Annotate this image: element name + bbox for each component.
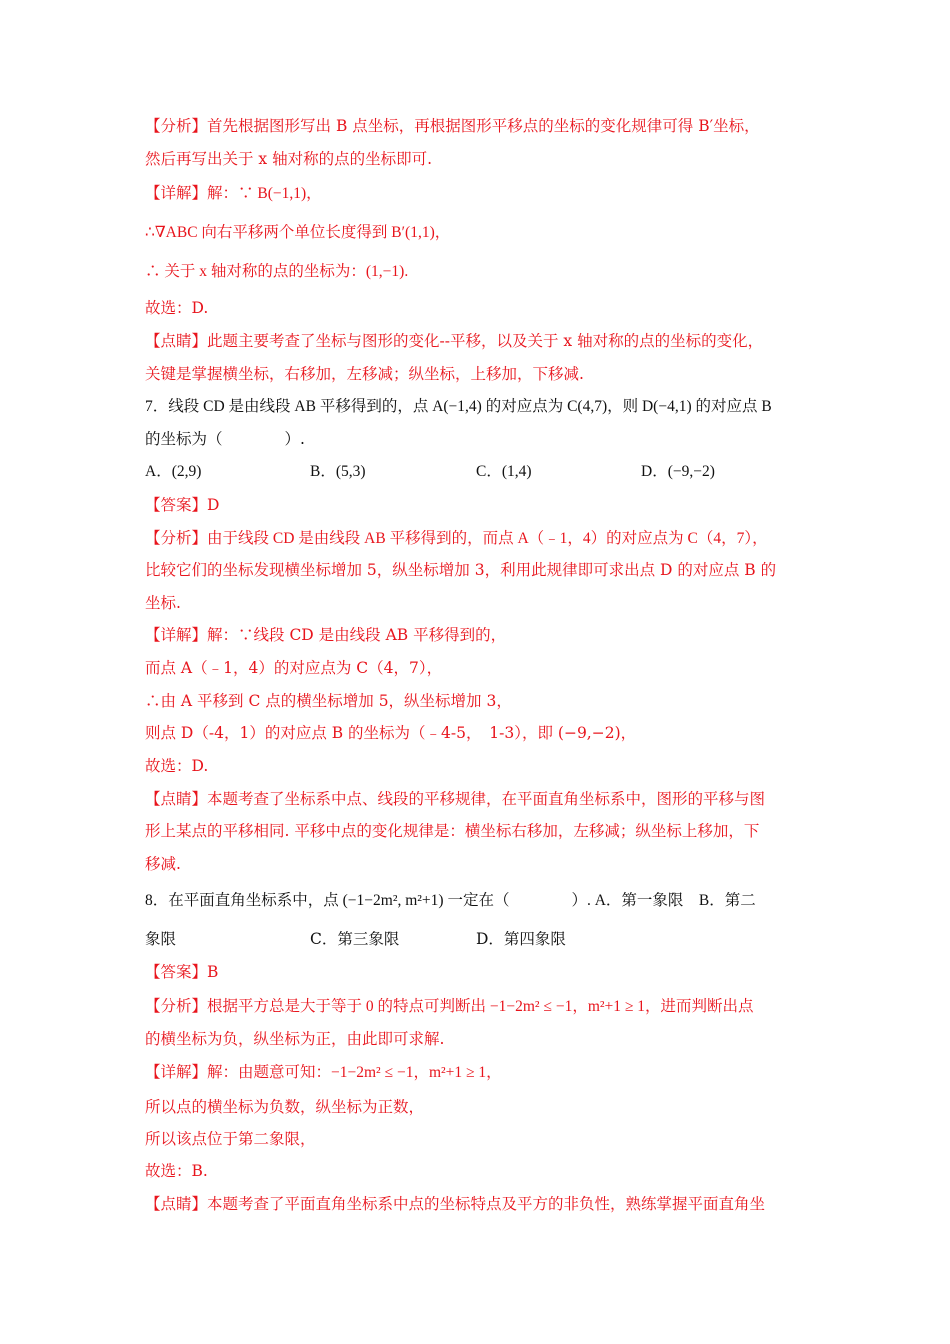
q7-answer: 【答案】D — [145, 496, 220, 514]
q7-comment-line-2: 形上某点的平移相同. 平移中点的变化规律是：横坐标右移加，左移减；纵坐标上移加，下 — [145, 822, 760, 840]
detail-tag: 【详解】 — [145, 626, 208, 644]
q7-detail-line-2: 而点 A（﹣1，4）的对应点为 C（4，7）， — [145, 659, 443, 677]
answer-tag: 【答案】 — [145, 496, 208, 514]
q6-detail-line-2: ∴∇ABC 向右平移两个单位长度得到 B′(1,1)， — [145, 224, 451, 241]
q7-option-d: D．(−9,−2) — [641, 463, 715, 480]
analysis-tag: 【分析】 — [145, 117, 208, 135]
q8-detail-line-1: 【详解】解：由题意可知：−1−2m² ≤ −1，m²+1 ≥ 1， — [145, 1063, 502, 1081]
q8-option-c: C．第三象限 — [310, 930, 400, 948]
comment-tag: 【点睛】 — [145, 790, 208, 808]
q7-option-b: B．(5,3) — [310, 463, 366, 480]
q7-detail-line-4: 则点 D（-4，1）的对应点 B 的坐标为（﹣4-5， 1-3），即 (−9,−2)， — [145, 724, 637, 742]
q7-analysis-line-2: 比较它们的坐标发现横坐标增加 5，纵坐标增加 3，利用此规律即可求出点 D 的对应点 B 的 — [145, 561, 777, 579]
q8-analysis-line-2: 的横坐标为负，纵坐标为正，由此即可求解. — [145, 1030, 445, 1048]
q7-analysis-line-1: 【分析】由于线段 CD 是由线段 AB 平移得到的，而点 A（﹣1，4）的对应点为 C（4，7）， — [145, 529, 768, 547]
q7-comment-line-1: 【点睛】本题考查了坐标系中点、线段的平移规律，在平面直角坐标系中，图形的平移与图 — [145, 790, 766, 808]
q8-detail-line-2: 所以点的横坐标为负数，纵坐标为正数， — [145, 1098, 425, 1116]
comment-tag: 【点睛】 — [145, 1195, 208, 1213]
q8-stem-line-2: 象限 — [145, 930, 177, 948]
comment-tag: 【点睛】 — [145, 332, 208, 350]
q8-analysis-line-1: 【分析】根据平方总是大于等于 0 的特点可判断出 −1−2m² ≤ −1，m²+1 ≥ 1，进而判断出点 — [145, 997, 754, 1015]
q6-comment-line-1: 【点睛】此题主要考查了坐标与图形的变化--平移，以及关于 x 轴对称的点的坐标的变化， — [145, 332, 764, 350]
q8-detail-line-4: 故选：B. — [145, 1162, 208, 1180]
detail-tag: 【详解】 — [145, 1063, 208, 1081]
q8-comment-line-1: 【点睛】本题考查了平面直角坐标系中点的坐标特点及平方的非负性，熟练掌握平面直角坐 — [145, 1195, 766, 1213]
q7-detail-line-1: 【详解】解：∵线段 CD 是由线段 AB 平移得到的， — [145, 626, 507, 644]
q7-comment-line-3: 移减. — [145, 855, 181, 873]
analysis-tag: 【分析】 — [145, 997, 208, 1015]
q6-detail-line-3: ∴ 关于 x 轴对称的点的坐标为：(1,−1). — [145, 263, 409, 280]
q8-stem-line-1: 8．在平面直角坐标系中，点 (−1−2m², m²+1) 一定在（ ）. A．第一象限 B．第二 — [145, 892, 756, 909]
q7-option-a: A．(2,9) — [145, 463, 202, 480]
q8-answer: 【答案】B — [145, 963, 219, 981]
q7-stem-line-1: 7．线段 CD 是由线段 AB 平移得到的，点 A(−1,4) 的对应点为 C(4,7)，则 D(−4,1) 的对应点 B — [145, 398, 772, 415]
q7-detail-line-3: ∴由 A 平移到 C 点的横坐标增加 5，纵坐标增加 3， — [145, 692, 512, 710]
q7-analysis-line-3: 坐标. — [145, 594, 181, 612]
q6-detail-line-1: 【详解】解：∵ B(−1,1)， — [145, 184, 322, 202]
detail-tag: 【详解】 — [145, 184, 208, 202]
q8-option-d: D．第四象限 — [476, 930, 566, 948]
q6-analysis-line-1: 【分析】首先根据图形写出 B 点坐标，再根据图形平移点的坐标的变化规律可得 B′坐标， — [145, 117, 760, 135]
q6-analysis-line-2: 然后再写出关于 x 轴对称的点的坐标即可. — [145, 150, 433, 168]
q8-detail-line-3: 所以该点位于第二象限， — [145, 1130, 316, 1148]
analysis-tag: 【分析】 — [145, 529, 208, 547]
q6-comment-line-2: 关键是掌握横坐标，右移加，左移减；纵坐标，上移加，下移减. — [145, 365, 584, 383]
q7-detail-line-5: 故选：D. — [145, 757, 209, 775]
q6-detail-line-4: 故选：D. — [145, 299, 209, 317]
q7-stem-line-2: 的坐标为（ ）. — [145, 430, 305, 448]
answer-tag: 【答案】 — [145, 963, 208, 981]
q7-option-c: C．(1,4) — [476, 463, 532, 480]
